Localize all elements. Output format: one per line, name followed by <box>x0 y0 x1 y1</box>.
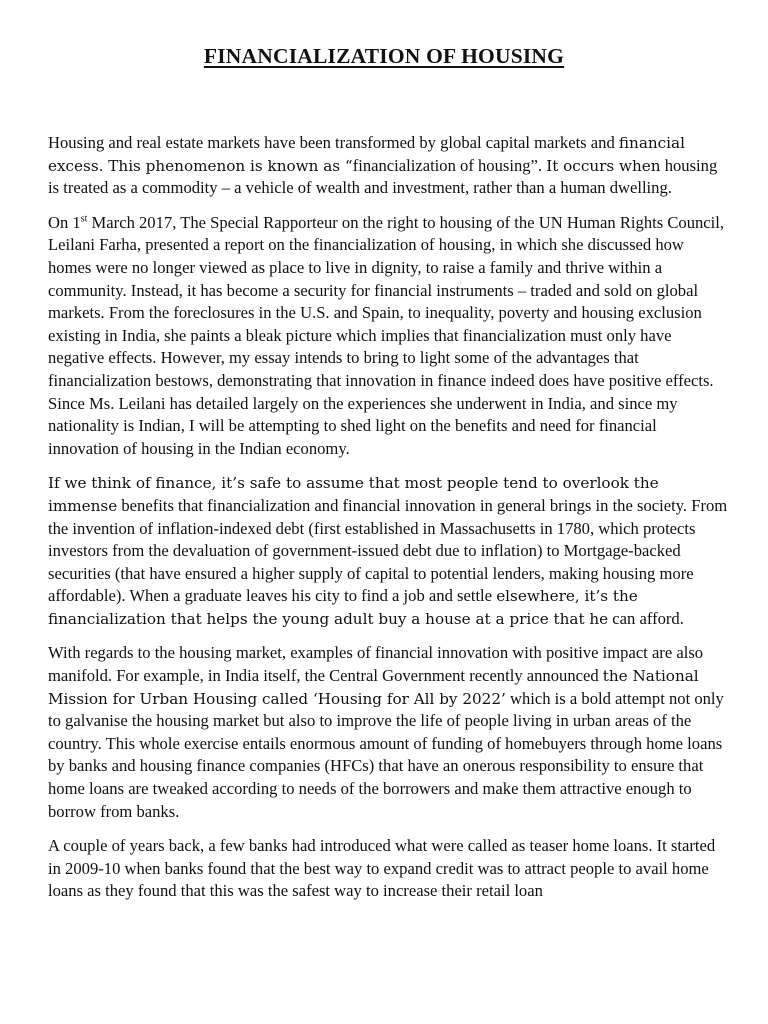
paragraph-3 <box>48 472 728 630</box>
paragraph-3-text-c: elsewhere, it’s the financialization that helps the young adult buy a house at a price that he <box>48 587 638 628</box>
paragraph-5 <box>48 835 728 903</box>
paragraph-5-text-a: A couple of years back, a few banks had introduced what were called as teaser home loans. It started in 2009-10 when banks found that the best way to expand credit was to attract people to avail home loans as they found that this was the safest way to increase their retail loan <box>48 836 716 901</box>
paragraph-4-text-a: With regards to the housing market, examples of financial innovation with positive impact are also manifold. For example, in India itself, the Central Government recently announced <box>48 643 704 686</box>
paragraph-4 <box>48 642 728 823</box>
paragraph-2-text-a: On 1 <box>48 212 81 232</box>
document-body <box>48 132 728 915</box>
paragraph-2-superscript: st <box>80 213 88 225</box>
paragraph-3-text-a: If we think of finance, it’s safe to assume that most people tend to overlook the immense <box>48 474 659 515</box>
paragraph-1-text-d: It occurs when <box>546 156 661 175</box>
document-title: FINANCIALIZATION OF HOUSING <box>203 44 565 68</box>
paragraph-2-text-b: March 2017, The Special Rapporteur on the right to housing of the UN Human Rights Council, Leilani Farha, presented a report on the financialization of housing, in which she discussed how homes were no longer viewed as place to live in dignity, to raise a family and thrive within a community. Instead, it has become a security for financial instruments – traded and sold on global markets. From the foreclosures in the U.S. and Spain, to inequality, poverty and housing exclusion existing in India, she paints a bleak picture which implies that financialization must only have negative effects. However, my essay intends to bring to light some of the advantages that financialization bestows, demonstrating that innovation in finance indeed does have positive effects. Since Ms. Leilani has detailed largely on the experiences she underwent in India, and since my nationality is Indian, I will be attempting to shed light on the benefits and need for financial innovation of housing in the Indian economy. <box>48 212 725 458</box>
paragraph-1-text-b: financial excess. This phenomenon is known as “ <box>48 134 685 175</box>
paragraph-1 <box>48 132 728 200</box>
paragraph-1-text-c: financialization of housing”. <box>352 155 547 175</box>
paragraph-1-text-e: housing is treated as a commodity – a vehicle of wealth and investment, rather than a human dwelling. <box>48 155 718 198</box>
paragraph-1-text-a: Housing and real estate markets have been transformed by global capital markets and <box>48 133 619 152</box>
paragraph-4-text-c: which is a bold attempt not only to galvanise the housing market but also to improve the life of people living in urban areas of the country. This whole exercise entails enormous amount of funding of homebuyers through home loans by banks and housing finance companies (HFCs) that have an onerous responsibility to ensure that home loans are tweaked according to needs of the borrowers and make them attractive enough to borrow from banks. <box>48 688 724 821</box>
paragraph-4-text-b: the National Mission for Urban Housing called ‘Housing for All by 2022’ <box>48 667 699 708</box>
paragraph-3-text-b: benefits that financialization and financial innovation in general brings in the society. From the invention of inflation-indexed debt (first established in Massachusetts in 1780, which protects investors from the devaluation of government-issued debt due to inflation) to Mortgage-backed securities (that have ensured a higher supply of capital to potential lenders, making housing more affordable). When a graduate leaves his city to find a job and settle <box>48 495 728 606</box>
paragraph-2 <box>48 212 728 461</box>
paragraph-3-text-d: can afford. <box>608 608 684 628</box>
